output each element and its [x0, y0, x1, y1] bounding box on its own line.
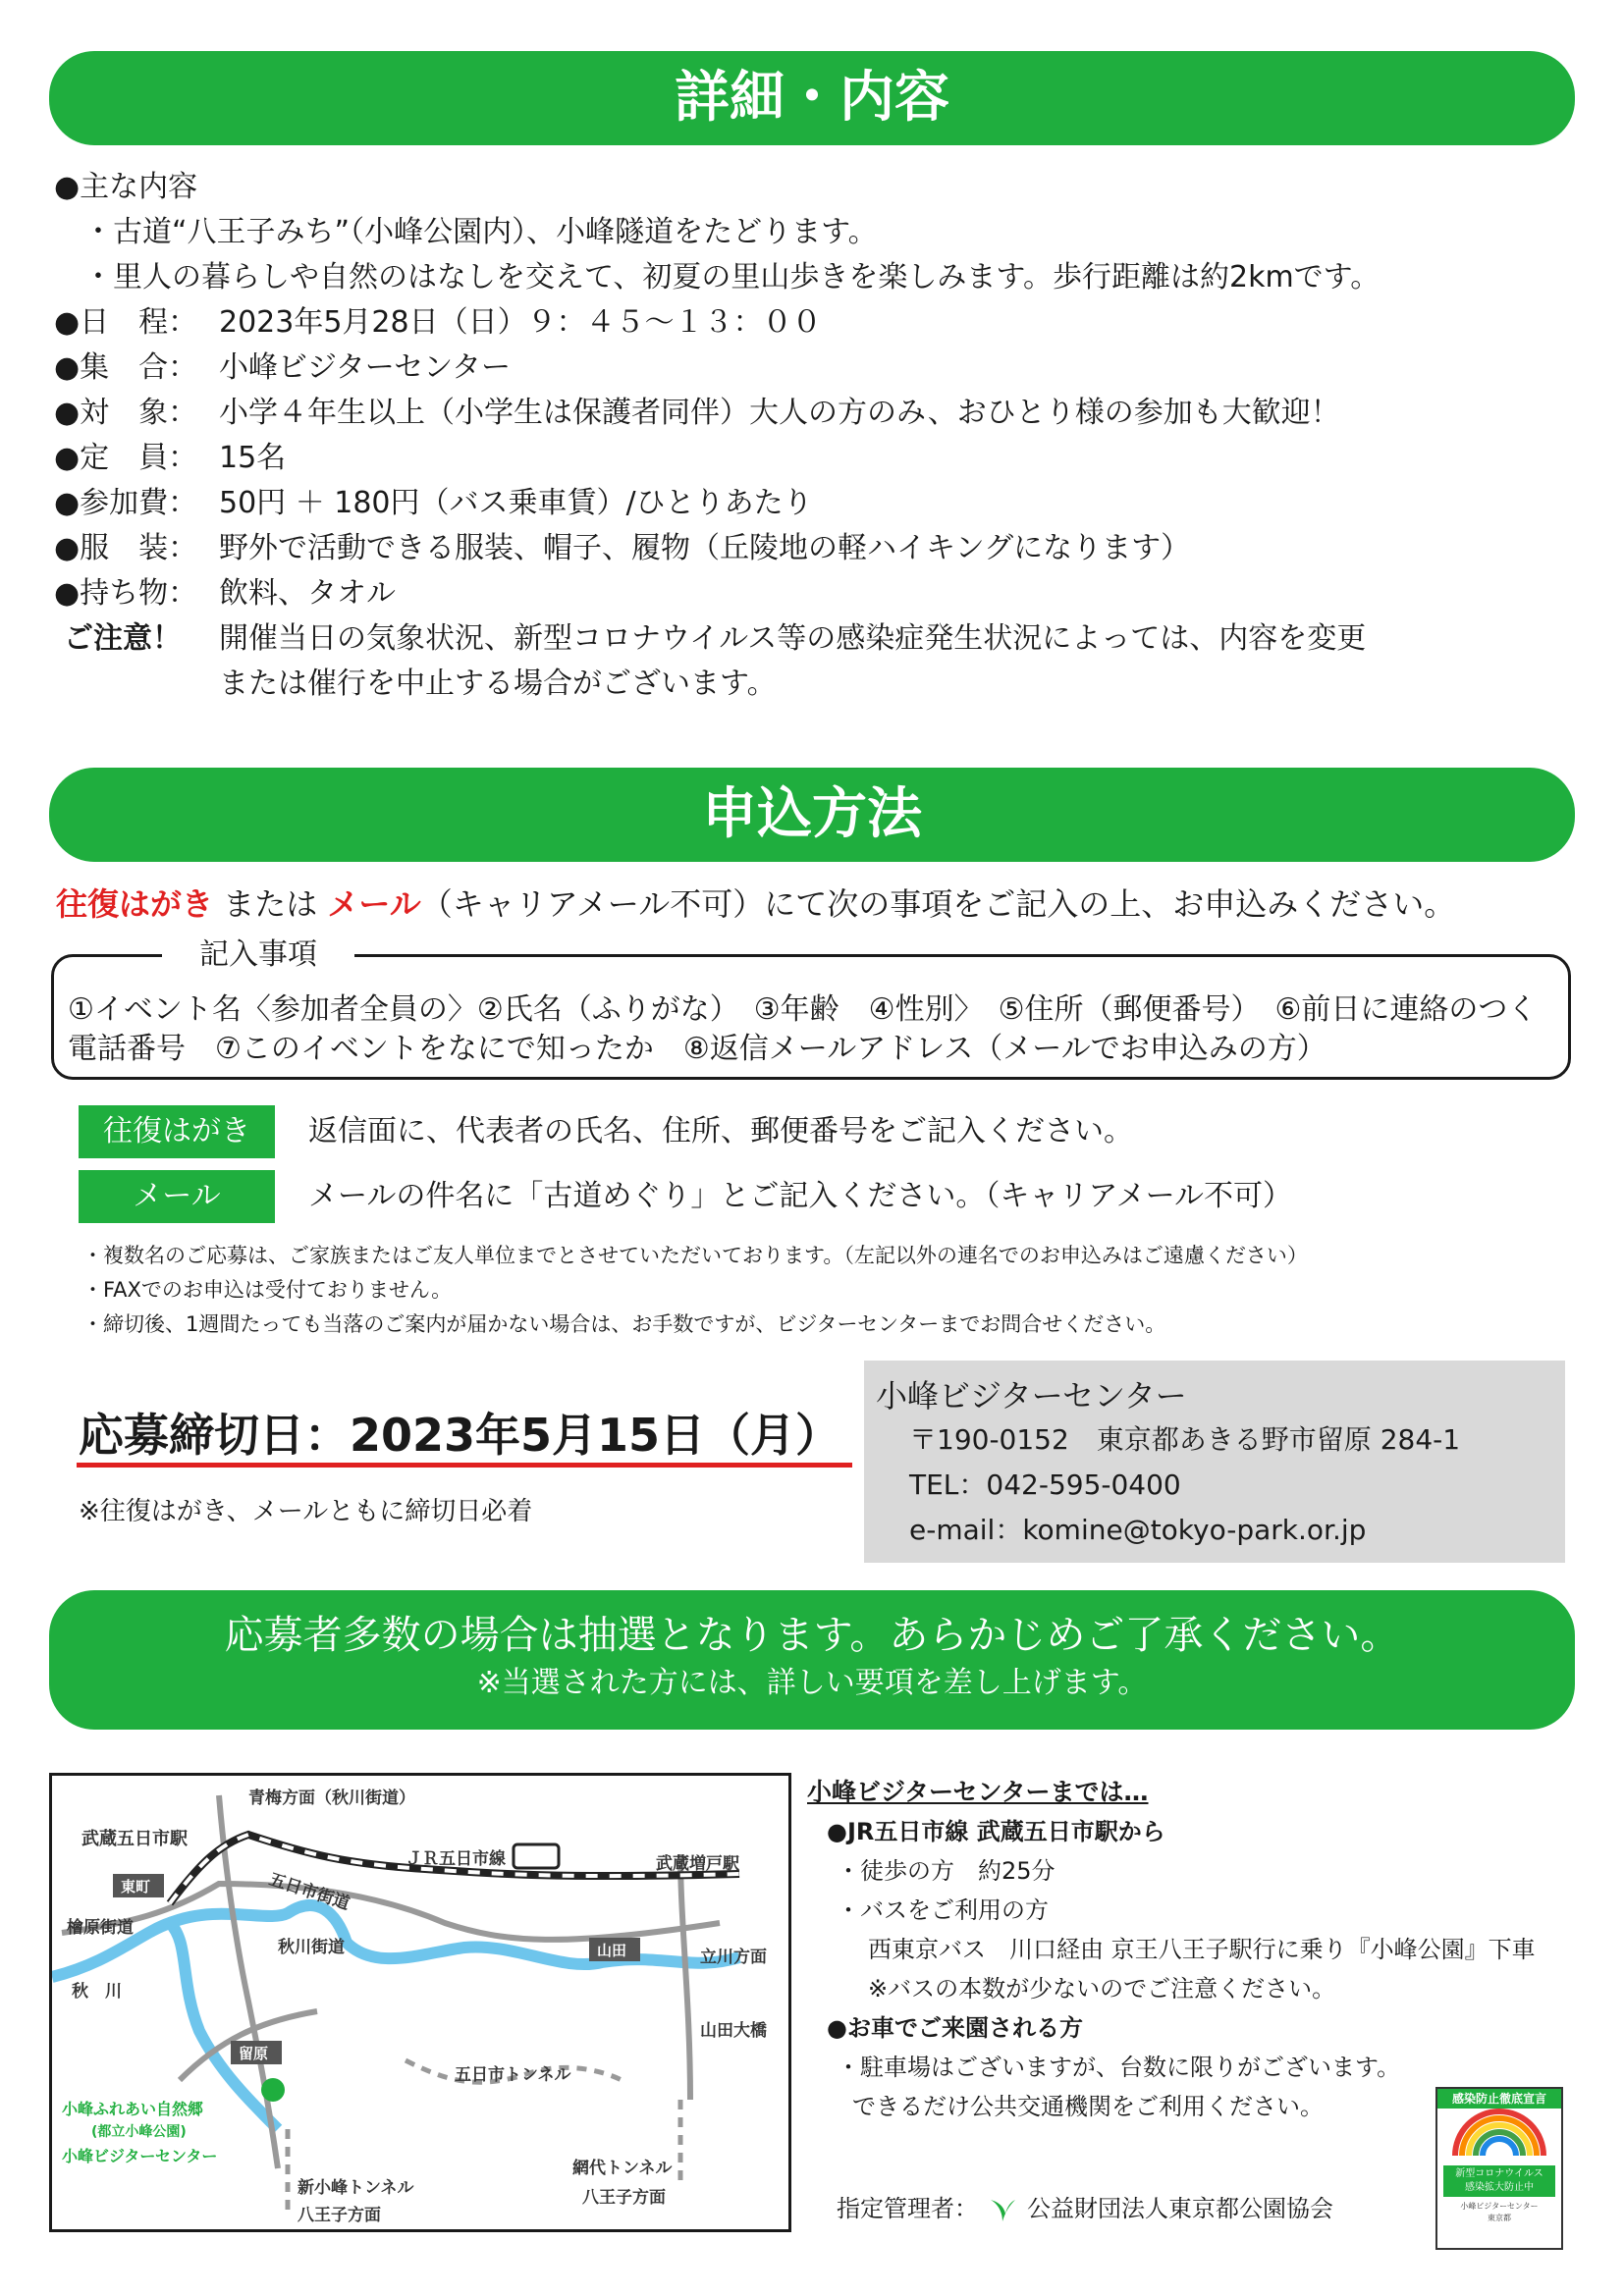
method-label-email: メール [79, 1170, 275, 1223]
lottery-sub-text: ※当選された方には、詳しい要項を差し上げます。 [476, 1666, 1148, 1700]
contact-name: 小峰ビジターセンター [876, 1377, 1187, 1415]
note-item: ・複数名のご応募は、ご家族またはご友人単位までとさせていただいております。（左記以外の連名でのお申込みはご遠慮ください） [82, 1244, 1308, 1267]
manager-org: 公益財団法人東京都公園協会 [1027, 2195, 1333, 2222]
designated-manager [837, 2189, 1333, 2228]
access-bus-detail: 西東京バス 川口経由 京王八王子駅行に乗り『小峰公園』下車 [868, 1936, 1536, 1963]
required-fields-title: 記入事項 [162, 935, 354, 975]
main-content-item: ・里人の暮らしや自然のはなしを交えて、初夏の里山歩きを楽しみます。歩行距離は約2kmです。 [83, 260, 1380, 294]
park-marker [261, 2078, 285, 2102]
badge-tokyo: 東京都 [1488, 2214, 1511, 2222]
tachikawa-road [680, 1854, 690, 2100]
contact-tel: TEL：042-595-0400 [909, 1468, 1181, 1501]
map-label: 留原 [239, 2045, 269, 2062]
deadline-note: ※往復はがき、メールともに締切日必着 [79, 1497, 533, 1526]
map-label: (都立小峰公園) [91, 2124, 187, 2140]
manager-label: 指定管理者： [837, 2195, 978, 2222]
access-parking-2: できるだけ公共交通機関をご利用ください。 [852, 2093, 1324, 2120]
access-info [807, 1773, 1593, 2126]
map-label: 武蔵増戸駅 [656, 1854, 739, 1874]
required-fields-text: ①イベント名〈参加者全員の〉②氏名（ふりがな） ③年齢 ④性別〉 ⑤住所（郵便番号） ⑥前日に連絡のつく電話番号 ⑦このイベントをなにで知ったか ⑧返信メールアドレス（メールでお申込みの方） [68, 992, 1538, 1066]
deadline-underline [77, 1463, 852, 1468]
map-label: ＪＲ五日市線 [406, 1849, 506, 1869]
access-sub-train: ●JR五日市線 武蔵五日市駅から [827, 1818, 1165, 1845]
main-content-item: ・古道“八王子みち”（小峰公園内）、小峰隧道をたどります。 [83, 215, 878, 249]
map-label: 小峰ふれあい自然郷 [62, 2100, 204, 2118]
lottery-banner [49, 1590, 1575, 1730]
required-fields-box [51, 937, 1571, 1080]
access-bus: ・バスをご利用の方 [837, 1896, 1049, 1924]
map-label: 新小峰トンネル [298, 2178, 414, 2198]
map-label: 秋川街道 [278, 1938, 345, 1957]
application-intro: 往復はがき または メール（キャリアメール不可）にて次の事項をご記入の上、お申込みください。 [56, 885, 1456, 923]
method-label-postcard: 往復はがき [79, 1105, 275, 1158]
badge-small: 小峰ビジターセンター [1460, 2202, 1539, 2211]
map-label: 武蔵五日市駅 [81, 1829, 188, 1849]
access-bus-note: ※バスの本数が少ないのでご注意ください。 [868, 1975, 1336, 2002]
contact-box [864, 1361, 1565, 1563]
map-label: 八王子方面 [298, 2206, 381, 2225]
map-label: 八王子方面 [582, 2188, 666, 2208]
access-parking: ・駐車場はございますが、台数に限りがございます。 [837, 2054, 1401, 2081]
application-notes [82, 1239, 1308, 1342]
method-text-postcard: 返信面に、代表者の氏名、住所、郵便番号をご記入ください。 [308, 1114, 1133, 1148]
map-label: 秋 川 [72, 1982, 122, 2002]
deadline-text: 応募締切日：2023年5月15日（月） [79, 1409, 841, 1462]
note-item: ・締切後、1週間たっても当落のご案内が届かない場合は、お手数ですが、ビジターセンターまでお問合せください。 [82, 1312, 1166, 1336]
method-text-email: メールの件名に「古道めぐり」とご記入ください。（キャリアメール不可） [308, 1179, 1292, 1213]
map-label: 山田大橋 [700, 2021, 767, 2041]
map-label: 五日市トンネル [455, 2065, 571, 2085]
map-drawing [52, 1776, 788, 2229]
access-title: 小峰ビジターセンターまでは… [807, 1778, 1149, 1806]
akigawa-road [219, 1795, 278, 2168]
river [52, 1923, 278, 2129]
map-label: 立川方面 [700, 1948, 767, 1967]
map-label: 青梅方面（秋川街道） [248, 1789, 415, 1808]
map-label: 小峰ビジターセンター [62, 2147, 218, 2165]
badge-top: 感染防止徹底宣言 [1437, 2089, 1561, 2109]
badge-mid: 新型コロナウイルス 感染拡大防止中 [1443, 2165, 1555, 2197]
railway [170, 1835, 739, 1903]
access-sub-car: ●お車でご来園される方 [827, 2014, 1083, 2042]
access-map [49, 1773, 791, 2232]
train-icon [514, 1844, 559, 1868]
section-header-application: 申込方法 [49, 768, 1575, 862]
lottery-main-text: 応募者多数の場合は抽選となります。あらかじめご了承ください。 [224, 1613, 1400, 1658]
leaf-logo-icon [988, 2194, 1017, 2223]
map-label: 山田 [597, 1942, 627, 1959]
contact-email[interactable]: e-mail：komine@tokyo-park.or.jp [909, 1514, 1367, 1546]
access-walk: ・徒歩の方 約25分 [837, 1857, 1056, 1885]
map-label: 五日市街道 [266, 1869, 352, 1915]
map-label: 東町 [121, 1878, 151, 1896]
section-header-details: 詳細・内容 [49, 51, 1575, 145]
contact-address: 〒190-0152 東京都あきる野市留原 284-1 [909, 1423, 1461, 1456]
rainbow-icon [1437, 2109, 1561, 2158]
infection-prevention-badge [1435, 2087, 1563, 2250]
note-item: ・FAXでのお申込は受付ておりません。 [82, 1278, 453, 1302]
map-label: 網代トンネル [572, 2159, 673, 2178]
map-label: 檜原街道 [67, 1918, 134, 1938]
